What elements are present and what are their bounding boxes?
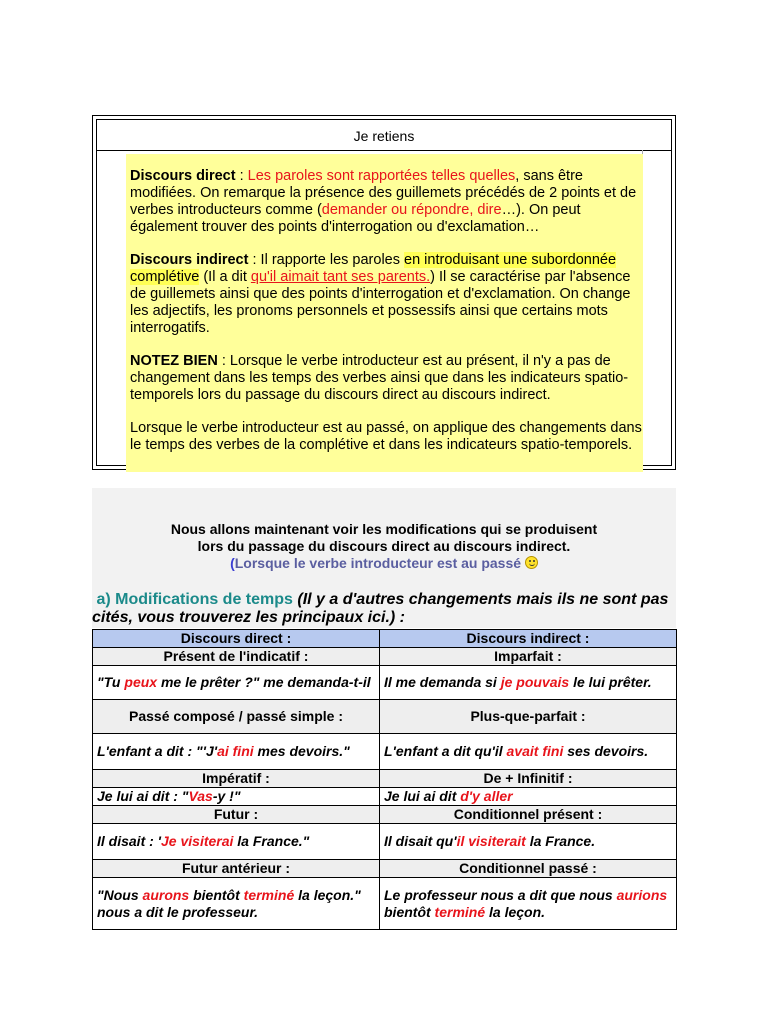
tense-header-row	[93, 806, 677, 824]
intro-text	[92, 521, 676, 572]
tense-table	[92, 629, 677, 930]
title-divider	[97, 150, 671, 151]
intro-line-2: lors du passage du discours direct au discours indirect.	[197, 538, 571, 554]
example-row	[93, 824, 677, 860]
example-cell: Je lui ai dit d'y aller	[380, 788, 677, 806]
je-retiens-box	[92, 115, 676, 470]
example-cell: "Tu peux me le prêter ?" me demanda-t-il	[93, 666, 380, 700]
example-cell: "Nous aurons bientôt terminé la leçon." nous a dit le professeur.	[93, 878, 380, 930]
smiley-icon	[525, 556, 538, 569]
section-heading: a) Modifications de temps (Il y a d'autres changements mais ils ne sont pas cités, vous trouverez les principaux ici.) :	[92, 591, 669, 626]
tense-header-row	[93, 860, 677, 878]
table-header-row	[93, 630, 677, 648]
tense-header-row	[93, 648, 677, 666]
paragraph-passe: Lorsque le verbe introducteur est au passé, on applique des changements dans le temps des verbes de la complétive et dans les indicateurs spatio-temporels.	[130, 420, 642, 453]
tense-name-cell: Passé composé / passé simple :	[93, 700, 380, 734]
example-row	[93, 666, 677, 700]
tense-name-cell: Futur :	[93, 806, 380, 824]
note-text	[130, 168, 650, 454]
column-header-direct: Discours direct :	[93, 630, 380, 648]
intro-line-3: (Lorsque le verbe introducteur est au passé	[92, 555, 676, 572]
tense-header-row	[93, 770, 677, 788]
tense-name-cell: Impératif :	[93, 770, 380, 788]
example-cell: L'enfant a dit qu'il avait fini ses devoirs.	[380, 734, 677, 770]
box-title: Je retiens	[353, 128, 415, 144]
paragraph-discours-indirect: Discours indirect : Il rapporte les paroles en introduisant une subordonnée complétive (Il a dit qu'il aimait tant ses parents.) Il se caractérise par l'absence de guillemets ainsi que des points d'interrogation et d'exclamation. On change les adjectifs, les pronoms personnels et possessifs ainsi que certains mots interrogatifs.	[130, 252, 631, 336]
example-cell: Il disait : 'Je visiterai la France."	[93, 824, 380, 860]
tense-name-cell: Imparfait :	[380, 648, 677, 666]
example-row	[93, 788, 677, 806]
paragraph-notez-bien: NOTEZ BIEN : Lorsque le verbe introducteur est au présent, il n'y a pas de changement dans les temps des verbes ainsi que dans les indicateurs spatio-temporels lors du passage du discours direct au discours indirect.	[130, 353, 629, 403]
tense-header-row	[93, 700, 677, 734]
je-retiens-inner-frame	[96, 119, 672, 466]
intro-line-1: Nous allons maintenant voir les modifications qui se produisent	[170, 521, 598, 537]
example-cell: Je lui ai dit : "Vas-y !"	[93, 788, 380, 806]
example-row	[93, 878, 677, 930]
tense-name-cell: Futur antérieur :	[93, 860, 380, 878]
tense-name-cell: Plus-que-parfait :	[380, 700, 677, 734]
tense-name-cell: Conditionnel passé :	[380, 860, 677, 878]
example-row	[93, 734, 677, 770]
example-cell: L'enfant a dit : "'J'ai fini mes devoirs."	[93, 734, 380, 770]
paragraph-discours-direct: Discours direct : Les paroles sont rapportées telles quelles, sans être modifiées. On remarque la présence des guillemets précédés de 2 points et de verbes introducteurs comme (demander ou répondre, dire…). On peut également trouver des points d'interrogation ou d'exclamation…	[130, 168, 637, 235]
tense-name-cell: Présent de l'indicatif :	[93, 648, 380, 666]
example-cell: Il disait qu'il visiterait la France.	[380, 824, 677, 860]
example-cell: Le professeur nous a dit que nous aurions bientôt terminé la leçon.	[380, 878, 677, 930]
tense-name-cell: Conditionnel présent :	[380, 806, 677, 824]
column-header-indirect: Discours indirect :	[380, 630, 677, 648]
tense-name-cell: De + Infinitif :	[380, 770, 677, 788]
example-cell: Il me demanda si je pouvais le lui prêter.	[380, 666, 677, 700]
